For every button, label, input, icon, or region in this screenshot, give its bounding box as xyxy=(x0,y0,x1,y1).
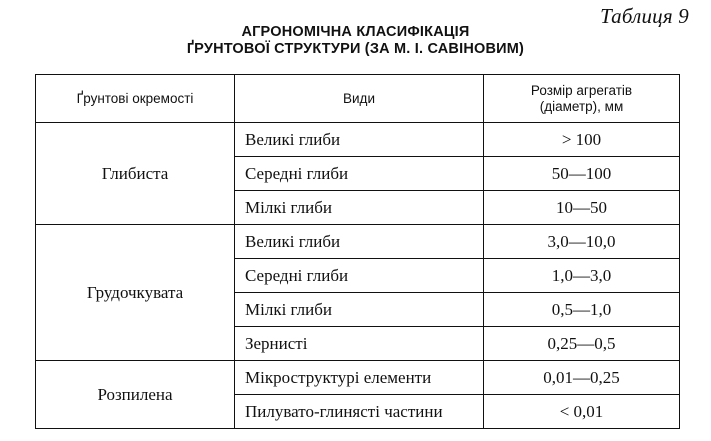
table-heading xyxy=(0,24,711,58)
table-header-row xyxy=(36,75,680,123)
size-cell: 0,5—1,0 xyxy=(484,293,680,327)
kind-cell: Зернисті xyxy=(235,327,484,361)
size-cell: 0,25—0,5 xyxy=(484,327,680,361)
size-cell: 3,0—10,0 xyxy=(484,225,680,259)
table-caption: Таблиця 9 xyxy=(600,4,689,28)
header-aggregate-size xyxy=(484,75,680,123)
table-row xyxy=(36,361,680,395)
header-soil-units: Ґрунтові окремості xyxy=(36,75,235,123)
classification-table xyxy=(35,74,680,429)
kind-cell: Середні глиби xyxy=(235,259,484,293)
size-cell: 10—50 xyxy=(484,191,680,225)
kind-cell: Великі глиби xyxy=(235,225,484,259)
size-cell: < 0,01 xyxy=(484,395,680,429)
table-row xyxy=(36,225,680,259)
kind-cell: Мілкі глиби xyxy=(235,191,484,225)
size-cell: > 100 xyxy=(484,123,680,157)
header-kinds: Види xyxy=(235,75,484,123)
kind-cell: Мікроструктурі елементи xyxy=(235,361,484,395)
group-name-cell: Глибиста xyxy=(36,123,235,225)
heading-line-2: ҐРУНТОВОЇ СТРУКТУРИ (ЗА М. І. САВІНОВИМ) xyxy=(186,41,525,57)
header-aggregate-size-line-2: (діаметр), мм xyxy=(539,98,624,114)
kind-cell: Середні глиби xyxy=(235,157,484,191)
kind-cell: Мілкі глиби xyxy=(235,293,484,327)
kind-cell: Пилувато-глинясті частини xyxy=(235,395,484,429)
heading-line-1: АГРОНОМІЧНА КЛАСИФІКАЦІЯ xyxy=(241,24,470,40)
group-name-cell: Розпилена xyxy=(36,361,235,429)
size-cell: 50—100 xyxy=(484,157,680,191)
table-row xyxy=(36,123,680,157)
size-cell: 1,0—3,0 xyxy=(484,259,680,293)
size-cell: 0,01—0,25 xyxy=(484,361,680,395)
kind-cell: Великі глиби xyxy=(235,123,484,157)
header-aggregate-size-line-1: Розмір агрегатів xyxy=(530,82,633,98)
group-name-cell: Грудочкувата xyxy=(36,225,235,361)
